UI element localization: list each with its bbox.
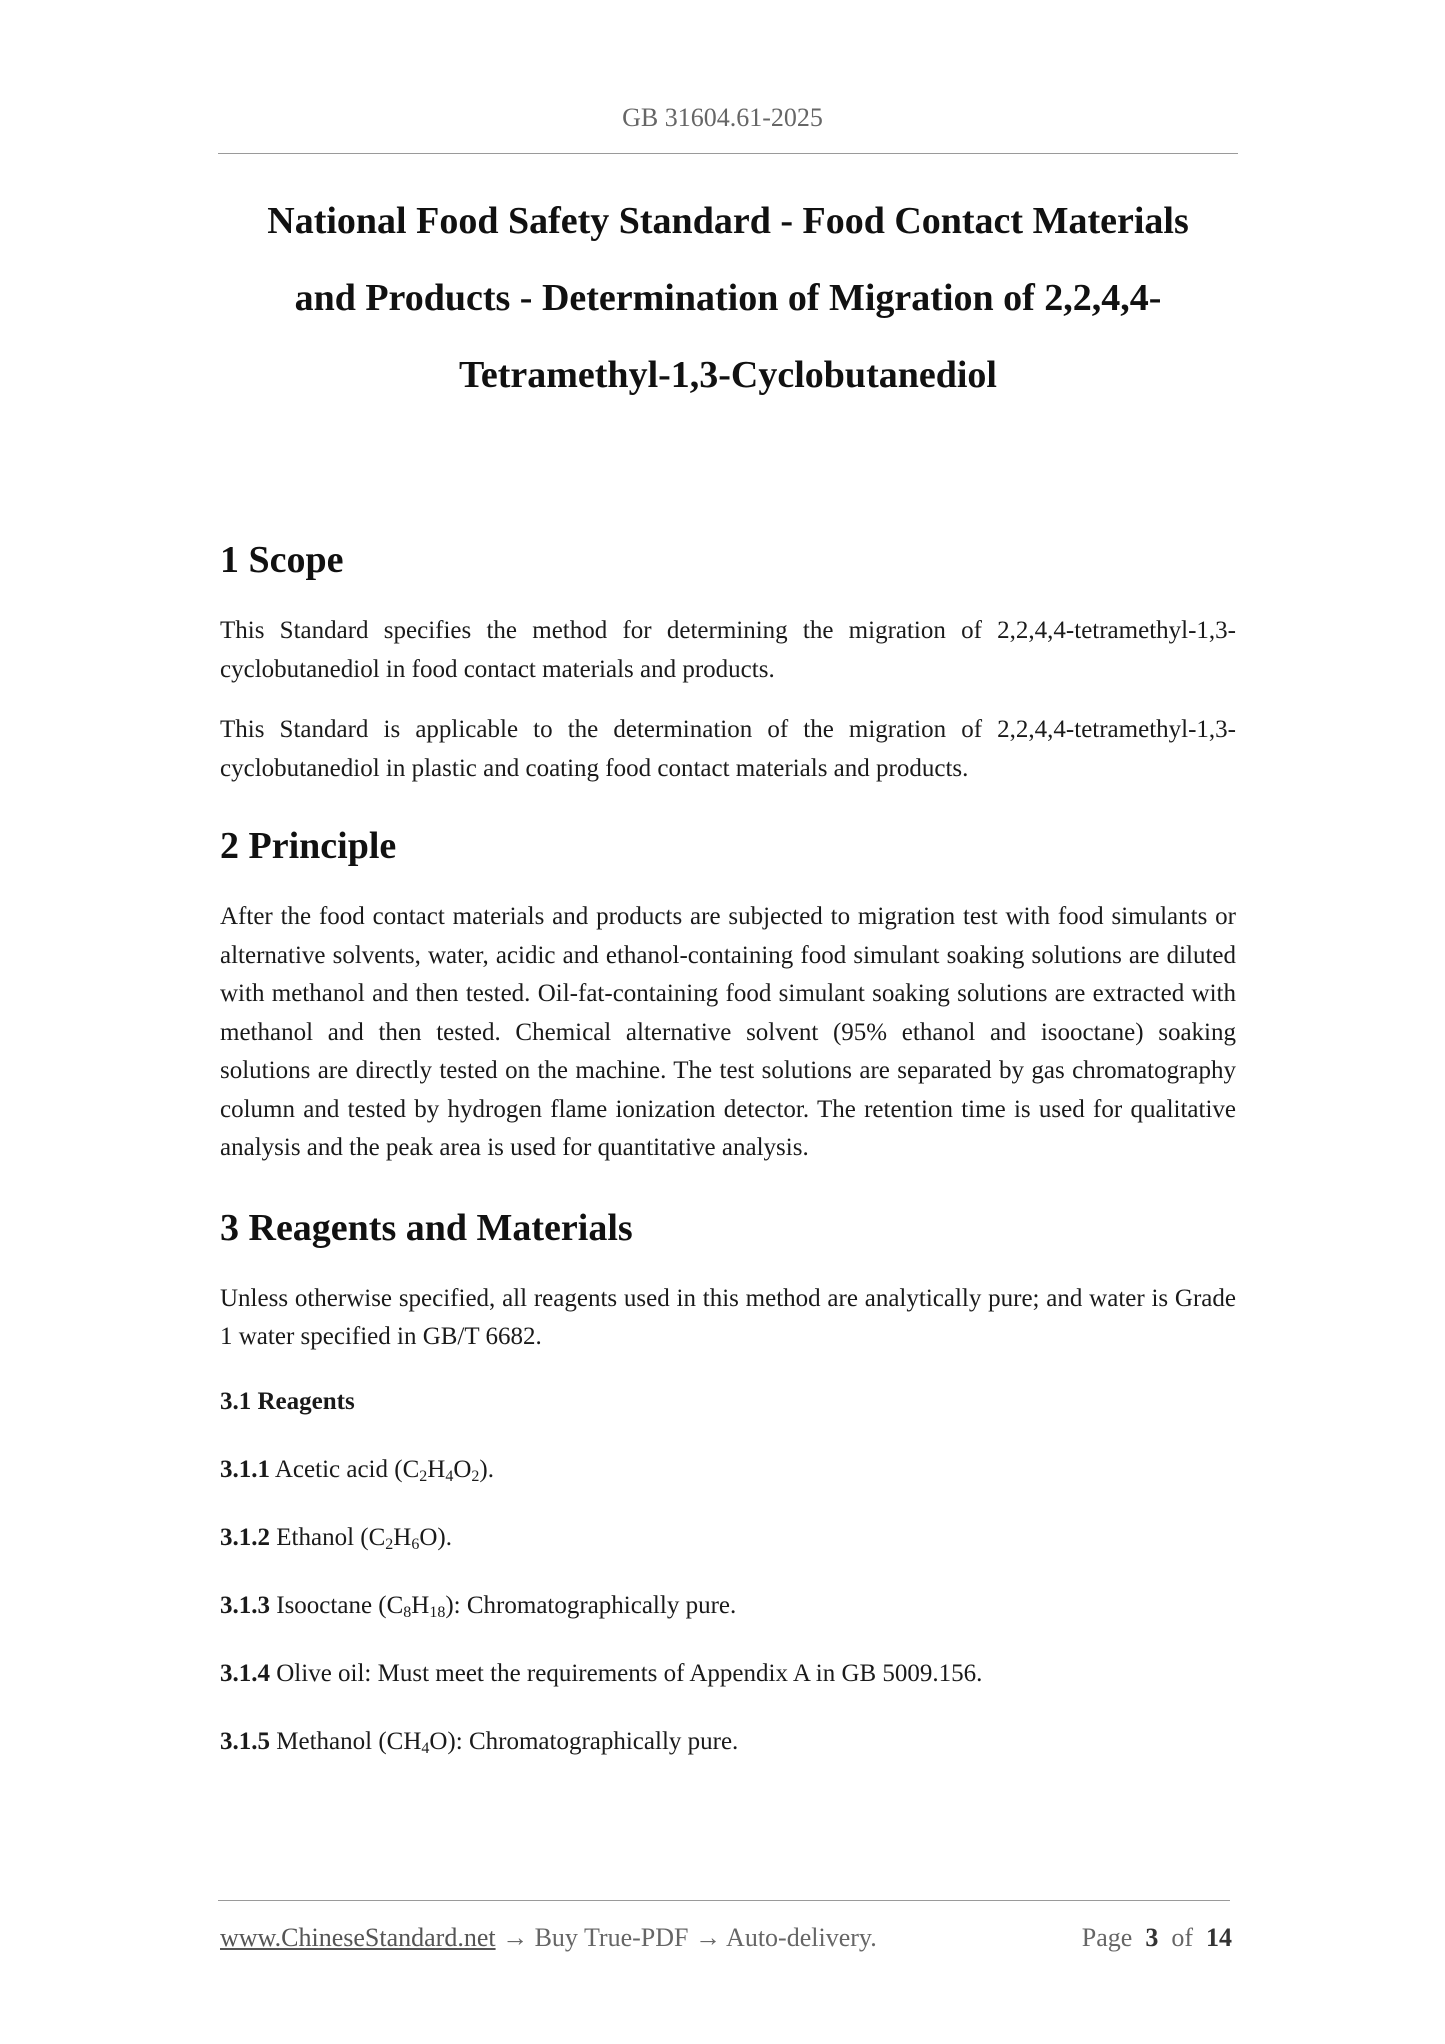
reagents-paragraph: Unless otherwise specified, all reagents used in this method are analytically pure; and water is Grade 1 water specified in GB/T 6682.: [220, 1284, 1236, 1350]
reagent-item-text: H: [393, 1523, 412, 1551]
document-body: [220, 530, 1236, 1761]
title-line-2: and Products - Determination of Migration of 2,2,4,4-: [294, 277, 1162, 319]
scope-paragraph-1: This Standard specifies the method for determining the migration of 2,2,4,4-tetramethyl-1,3-cyclobutanediol in food contact materials and products.: [220, 617, 1236, 683]
page-number: [1082, 1920, 1232, 1956]
reagent-item-text: ).: [479, 1455, 494, 1483]
document-title: [218, 183, 1238, 414]
principle-paragraph: After the food contact materials and products are subjected to migration test with food simulants or alternative solvents, water, acidic and ethanol-containing food simulant soaking solutions are diluted with methanol and then tested. Oil-fat-containing food simulant soaking solutions are extracted with methanol and then tested. Chemical alternative solvent (95% ethanol and isooctane) soaking solutions are directly tested on the machine. The test solutions are separated by gas chromatography column and tested by hydrogen flame ionization detector. The retention time is used for qualitative analysis and the peak area is used for quantitative analysis.: [220, 903, 1236, 1161]
website-link[interactable]: www.ChineseStandard.net: [220, 1923, 496, 1952]
reagent-item-text: H: [411, 1591, 430, 1619]
running-head: GB 31604.61-2025: [622, 103, 823, 132]
section-heading-reagents: 3 Reagents and Materials: [220, 1206, 633, 1249]
current-page: 3: [1145, 1923, 1159, 1952]
total-pages: 14: [1206, 1923, 1232, 1952]
subscript: 18: [429, 1603, 446, 1621]
reagent-item-number: 3.1.5: [220, 1727, 270, 1755]
reagent-item-text: ): Chromatographically pure.: [445, 1591, 737, 1619]
reagent-item-text: O: [453, 1455, 472, 1483]
subsection-heading-reagents: 3.1 Reagents: [220, 1387, 355, 1415]
reagent-item-text: Ethanol (C: [270, 1523, 386, 1551]
of-label: of: [1171, 1923, 1193, 1952]
subscript: 4: [421, 1739, 430, 1757]
reagent-item-text: O).: [419, 1523, 452, 1551]
reagent-item: [220, 1451, 1236, 1489]
reagent-item-number: 3.1.2: [220, 1523, 270, 1551]
header-divider: [218, 153, 1238, 154]
reagent-item-text: Methanol (CH: [270, 1727, 422, 1755]
subscript: 2: [419, 1467, 428, 1485]
page-label: Page: [1081, 1923, 1133, 1952]
reagent-item-text: Isooctane (C: [270, 1591, 404, 1619]
section-heading-scope: 1 Scope: [220, 539, 344, 581]
reagent-item: [220, 1519, 1236, 1557]
subscript: 2: [471, 1467, 480, 1485]
footer-promo: [220, 1920, 877, 1956]
reagent-item-number: 3.1.3: [220, 1591, 270, 1619]
reagent-item-text: O): Chromatographically pure.: [429, 1727, 739, 1755]
scope-paragraph-2: This Standard is applicable to the determination of the migration of 2,2,4,4-tetramethyl-1,3-cyclobutanediol in plastic and coating food contact materials and products.: [220, 716, 1236, 782]
footer-divider: [218, 1900, 1230, 1901]
subscript: 6: [411, 1535, 420, 1553]
title-line-3: Tetramethyl-1,3-Cyclobutanediol: [459, 354, 997, 396]
subscript: 8: [403, 1603, 412, 1621]
title-line-1: National Food Safety Standard - Food Contact Materials: [267, 200, 1189, 242]
section-heading-principle: 2 Principle: [220, 825, 397, 867]
reagent-item-text: H: [427, 1455, 446, 1483]
footer-promo-text: → Buy True-PDF → Auto-delivery.: [495, 1923, 877, 1952]
reagent-item-number: 3.1.1: [220, 1455, 270, 1483]
reagent-item-text: Acetic acid (C: [270, 1455, 420, 1483]
reagent-item: [220, 1587, 1236, 1625]
reagent-item-number: 3.1.4: [220, 1659, 270, 1687]
reagent-item-text: Olive oil: Must meet the requirements of Appendix A in GB 5009.156.: [270, 1659, 983, 1687]
subscript: 4: [445, 1467, 454, 1485]
reagent-item: [220, 1723, 1236, 1761]
subscript: 2: [385, 1535, 394, 1553]
reagent-item: [220, 1655, 1236, 1693]
